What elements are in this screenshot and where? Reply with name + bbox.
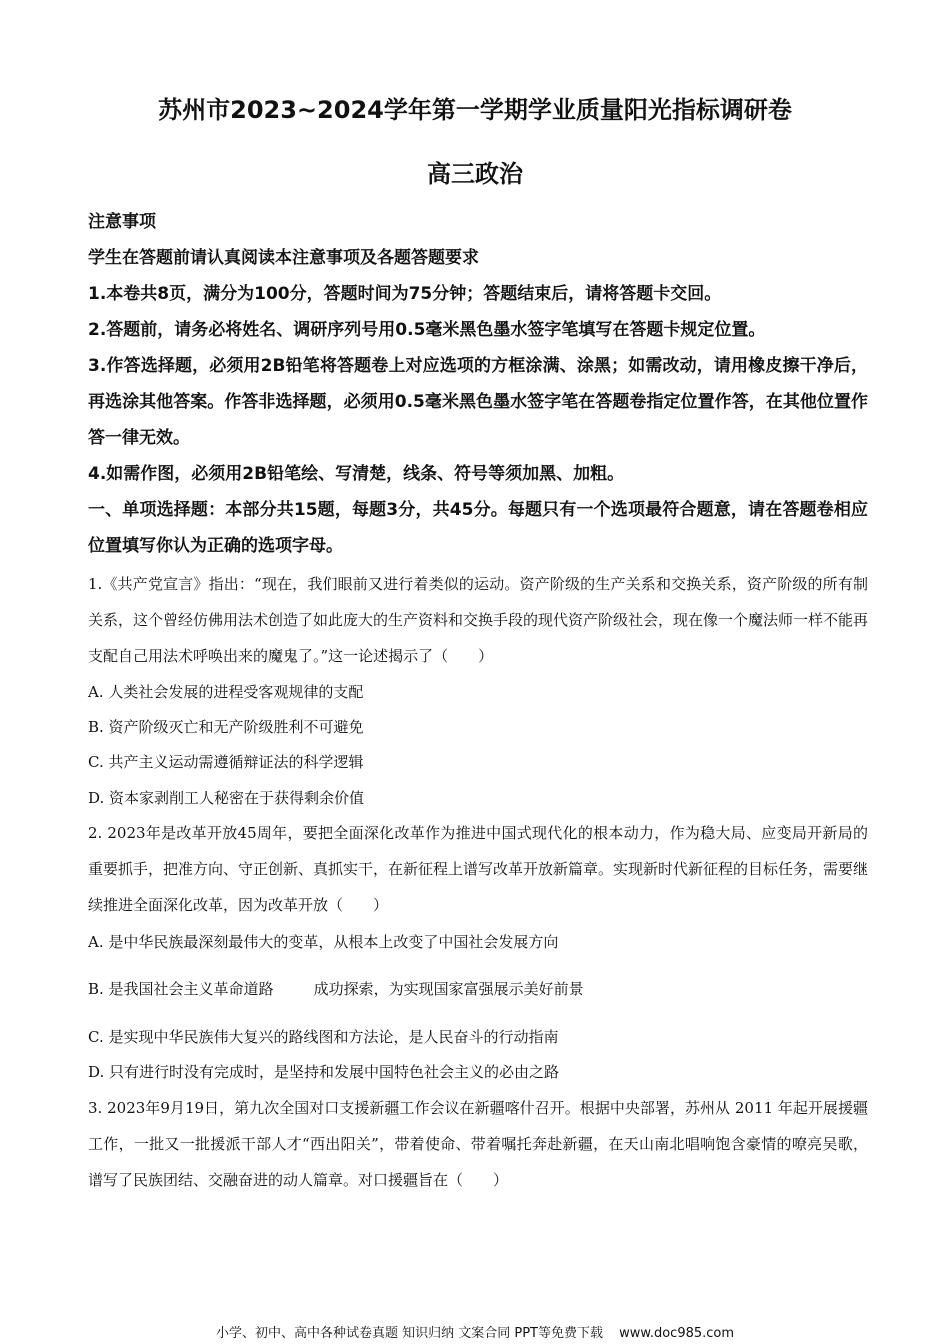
option-part: B. 是我国社会主义革命道路 xyxy=(88,980,274,998)
notes-item: 2.答题前，请务必将姓名、调研序列号用0.5毫米黑色墨水签字笔填写在答题卡规定位置。 xyxy=(88,320,766,340)
notes-item: 4.如需作图，必须用2B铅笔绘、写清楚，线条、符号等须加黑、加粗。 xyxy=(88,464,625,484)
notes-heading: 注意事项 xyxy=(88,212,156,232)
page-title: 苏州市2023~2024学年第一学期学业质量阳光指标调研卷 xyxy=(158,96,792,124)
notes-intro: 学生在答题前请认真阅读本注意事项及各题答题要求 xyxy=(88,248,479,268)
option-part: 成功探索，为实现国家富强展示美好前景 xyxy=(313,980,584,998)
question-option: A. 是中华民族最深刻最伟大的变革，从根本上改变了中国社会发展方向 xyxy=(88,933,559,951)
question-option: D. 资本家剥削工人秘密在于获得剩余价值 xyxy=(88,789,365,807)
question-stem: 1.《共产党宣言》指出：“现在，我们眼前又进行着类似的运动。资产阶级的生产关系和交换关系，资产阶级的所有制关系，这个曾经仿佛用法术创造了如此庞大的生产资料和交换手段的现代资产阶级社会，现在像一个魔法师一样不能再支配自己用法术呼唤出来的魔鬼了。”这一论述揭示了（ ） xyxy=(88,575,869,665)
question-stem: 3. 2023年9月19日，第九次全国对口支援新疆工作会议在新疆喀什召开。根据中央部署，苏州从 2011 年起开展援疆工作，一批又一批援派干部人才“西出阳关”，带着使命、带着嘱托奔赴新疆，在天山南北唱响饱含豪情的嘹亮吴歌，谱写了民族团结、交融奋进的动人篇章。对口援疆旨在（ ） xyxy=(88,1099,868,1189)
footer-text: 小学、初中、高中各种试卷真题 知识归纳 文案合同 PPT等免费下载 xyxy=(215,1326,603,1341)
question-option xyxy=(88,977,584,1001)
question-option: B. 资产阶级灭亡和无产阶级胜利不可避免 xyxy=(88,718,364,736)
footer-link[interactable]: www.doc985.com xyxy=(619,1326,735,1341)
notes-item: 3.作答选择题，必须用2B铅笔将答题卷上对应选项的方框涂满、涂黑；如需改动，请用橡皮擦干净后，再选涂其他答案。作答非选择题，必须用0.5毫米黑色墨水签字笔在答题卷指定位置作答，在其他位置作答一律无效。 xyxy=(88,356,868,448)
question-option: D. 只有进行时没有完成时，是坚持和发展中国特色社会主义的必由之路 xyxy=(88,1063,560,1081)
question-option: C. 是实现中华民族伟大复兴的路线图和方法论，是人民奋斗的行动指南 xyxy=(88,1028,559,1046)
question-option: A. 人类社会发展的进程受客观规律的支配 xyxy=(88,683,364,701)
question-stem: 2. 2023年是改革开放45周年，要把全面深化改革作为推进中国式现代化的根本动力，作为稳大局、应变局开新局的重要抓手，把准方向、守正创新、真抓实干，在新征程上谱写改革开放新篇章。实现新时代新征程的目标任务，需要继续推进全面深化改革，因为改革开放（ ） xyxy=(88,824,869,914)
question-option: C. 共产主义运动需遵循辩证法的科学逻辑 xyxy=(88,753,364,771)
section-heading: 一、单项选择题：本部分共15题，每题3分，共45分。每题只有一个选项最符合题意，请在答题卷相应位置填写你认为正确的选项字母。 xyxy=(88,500,868,556)
notes-item: 1.本卷共8页，满分为100分，答题时间为75分钟；答题结束后，请将答题卡交回。 xyxy=(88,284,722,304)
page-subtitle: 高三政治 xyxy=(427,160,523,188)
footer xyxy=(0,1322,950,1341)
